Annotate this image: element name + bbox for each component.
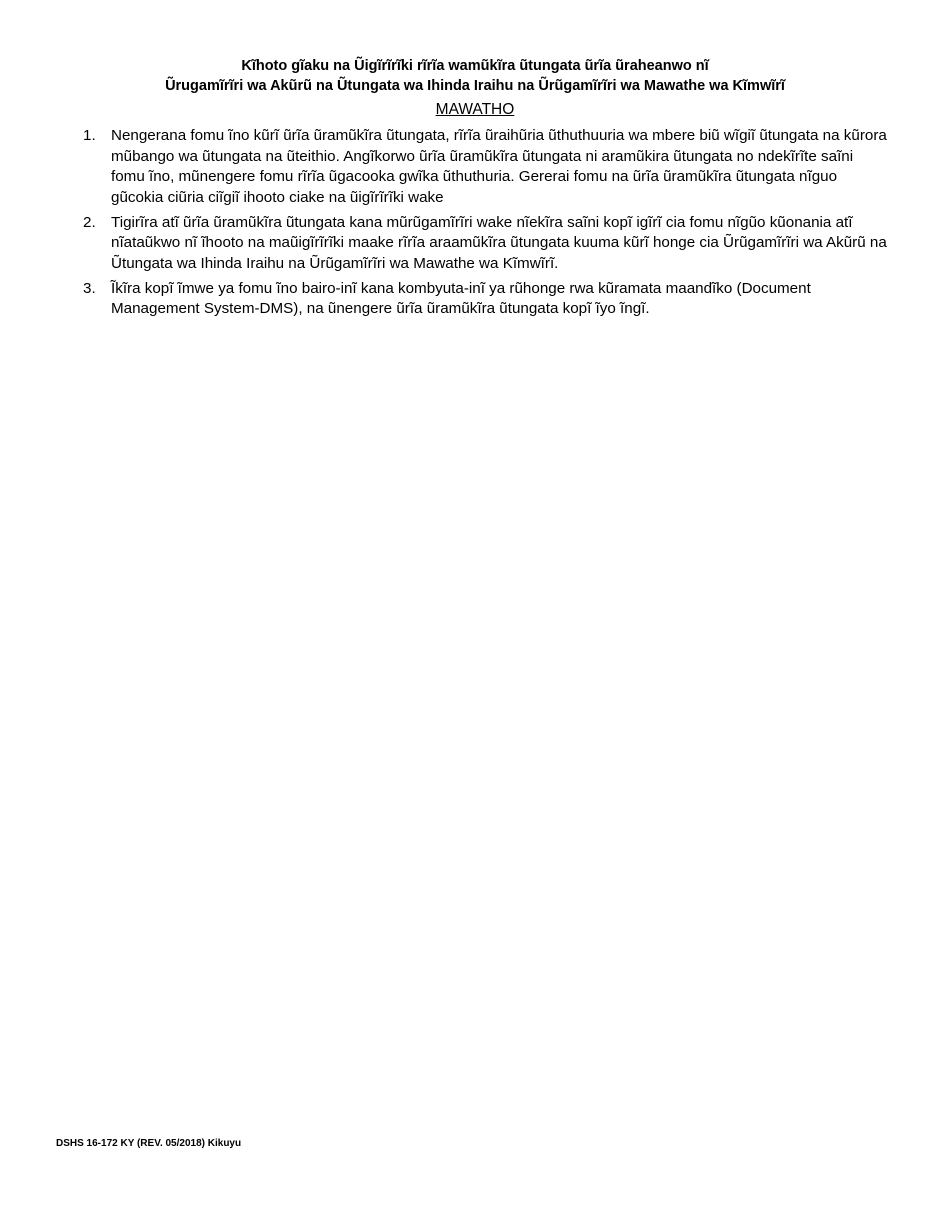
instruction-text: Ĩkĩra kopĩ ĩmwe ya fomu ĩno bairo-inĩ kana kombyuta-inĩ ya rũhonge rwa kũramata maandĩko (Document Management System-DMS), na ũnengere ũrĩa ũramũkĩra ũtungata kopĩ ĩyo ĩngĩ.: [111, 279, 811, 317]
instruction-number: 3.: [83, 279, 96, 297]
instruction-item: [78, 126, 890, 208]
instruction-number: 1.: [83, 127, 96, 144]
instruction-text: Nengerana fomu ĩno kũrĩ ũrĩa ũramũkĩra ũtungata, rĩrĩa ũraihũria ũthuthuuria wa mbere biũ wĩgiĩ ũtungata na kũrora mũbango wa ũtungata na ũteithio. Angĩkorwo ũrĩa ũramũkĩra ũtungata ni aramũkira ũtungata no ndekĩrĩte saĩni fomu ĩno, mũnengere fomu rĩrĩa ũgacooka gwĩka ũthuthuria. Gererai fomu na ũrĩa ũramũkĩra ũtungata nĩguo gũcokia ciũria ciĩgiĩ ihooto ciake na ũigĩrĩrĩki wake: [111, 127, 887, 206]
instructions-list: [78, 126, 890, 324]
instruction-item: [78, 279, 890, 320]
section-heading: MAWATHO: [435, 101, 515, 118]
instruction-item: [78, 213, 890, 275]
title-line-1: Kĩhoto gĩaku na Ũigĩrĩrĩki rĩrĩa wamũkĩra ũtungata ũrĩa ũraheanwo nĩ: [241, 58, 709, 74]
instruction-number: 2.: [83, 213, 96, 231]
instruction-text: Tigirĩra atĩ ũrĩa ũramũkĩra ũtungata kana mũrũgamĩrĩri wake nĩekĩra saĩni kopĩ igĩrĩ cia fomu nĩgũo kũonania atĩ nĩataũkwo nĩ ĩhooto na maũigĩrĩrĩki maake rĩrĩa araamũkĩra ũtungata kuuma kũrĩ honge cia Ũrũgamĩrĩri wa Akũrũ na Ũtungata wa Ihinda Iraihu na Ũrũgamĩrĩri wa Mawathe wa Kĩmwĩrĩ.: [111, 213, 887, 272]
form-identifier: DSHS 16-172 KY (REV. 05/2018) Kikuyu: [56, 1138, 242, 1149]
title-line-2: Ũrugamĩrĩri wa Akũrũ na Ũtungata wa Ihinda Iraihu na Ũrũgamĩrĩri wa Mawathe wa Kĩmwĩrĩ: [165, 78, 785, 94]
document-title: [60, 56, 890, 96]
